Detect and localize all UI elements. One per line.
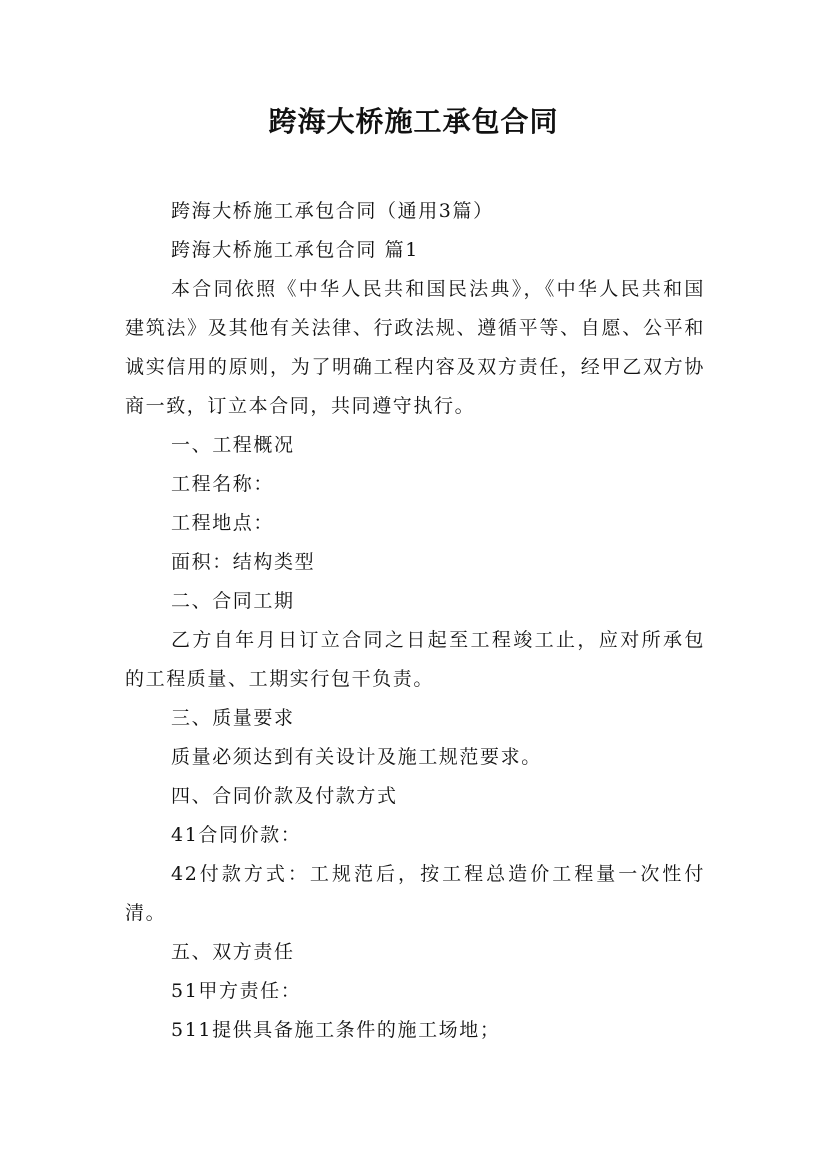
document-body bbox=[125, 192, 705, 1050]
area-structure-line: 面积：结构类型 bbox=[171, 551, 316, 573]
contract-price-line: 41合同价款： bbox=[171, 824, 302, 846]
quality-paragraph: 质量必须达到有关设计及施工规范要求。 bbox=[171, 746, 542, 768]
duration-paragraph: 乙方自年月日订立合同之日起至工程竣工止，应对所承包的工程质量、工期实行包干负责。 bbox=[125, 629, 705, 690]
clause-heading-4: 四、合同价款及付款方式 bbox=[171, 785, 398, 807]
document-title: 跨海大桥施工承包合同 bbox=[268, 105, 559, 138]
clause-heading-1: 一、工程概况 bbox=[171, 434, 295, 456]
party-a-duty-item: 511提供具备施工条件的施工场地； bbox=[171, 1019, 501, 1041]
section-heading-part1: 跨海大桥施工承包合同 篇1 bbox=[171, 239, 419, 261]
project-location-line: 工程地点： bbox=[171, 512, 275, 534]
party-a-duties-line: 51甲方责任： bbox=[171, 980, 302, 1002]
clause-heading-5: 五、双方责任 bbox=[171, 941, 295, 963]
intro-paragraph: 本合同依照《中华人民共和国民法典》，《中华人民共和国建筑法》及其他有关法律、行政法规、遵循平等、自愿、公平和诚实信用的原则，为了明确工程内容及双方责任，经甲乙双方协商一致，订立本合同，共同遵守执行。 bbox=[125, 278, 705, 417]
clause-heading-3: 三、质量要求 bbox=[171, 707, 295, 729]
payment-method-paragraph: 42付款方式：工规范后，按工程总造价工程量一次性付清。 bbox=[125, 863, 705, 924]
project-name-line: 工程名称： bbox=[171, 473, 275, 495]
clause-heading-2: 二、合同工期 bbox=[171, 590, 295, 612]
subtitle-line: 跨海大桥施工承包合同（通用3篇） bbox=[171, 200, 494, 222]
